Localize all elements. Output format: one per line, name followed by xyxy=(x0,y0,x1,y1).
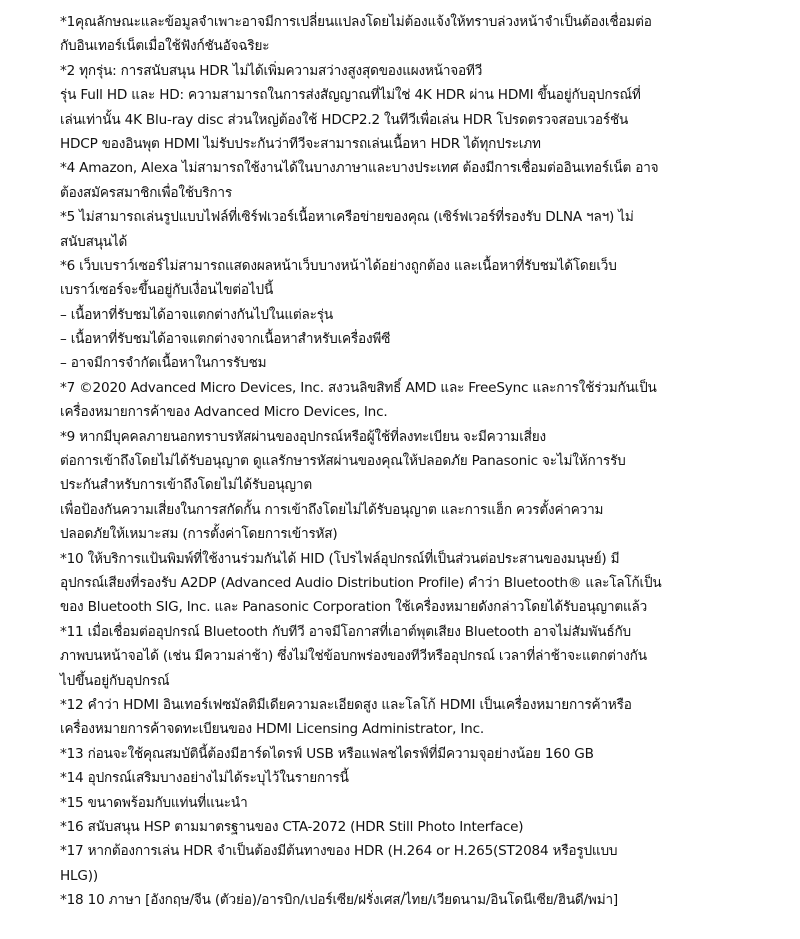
note-line: ประกันสำหรับการเข้าถึงโดยไม่ได้รับอนุญาต xyxy=(60,477,312,494)
footnotes-block xyxy=(60,10,750,912)
note-line: *1คุณลักษณะและข้อมูลจำเพาะอาจมีการเปลี่ยนแปลงโดยไม่ต้องแจ้งให้ทราบล่วงหน้าจำเป็นต้องเชื่อมต่อ xyxy=(60,14,652,30)
note-line: *14 อุปกรณ์เสริมบางอย่างไม่ได้ระบุไว้ในรายการนี้ xyxy=(60,770,349,787)
note-line: เล่นเท่านั้น 4K Blu-ray disc ส่วนใหญ่ต้องใช้ HDCP2.2 ในทีวีเพื่อเล่น HDR โปรดตรวจสอบเวอร์ชัน xyxy=(60,111,629,128)
note-line: เครื่องหมายการค้าจดทะเบียนของ HDMI Licensing Administrator, Inc. xyxy=(60,721,484,738)
note-line: *11 เมื่อเชื่อมต่ออุปกรณ์ Bluetooth กับทีวี อาจมีโอกาสที่เอาต์พุตเสียง Bluetooth อาจไม่สัมพันธ์กับ xyxy=(60,623,631,640)
note-line: เครื่องหมายการค้าของ Advanced Micro Devices, Inc. xyxy=(60,404,388,421)
note-line: – เนื้อหาที่รับชมได้อาจแตกต่างจากเนื้อหาสำหรับเครื่องพีซี xyxy=(60,331,391,348)
note-line: *17 หากต้องการเล่น HDR จำเป็นต้องมีต้นทางของ HDR (H.264 or H.265(ST2084 หรือรูปแบบ xyxy=(60,843,618,860)
note-line: ภาพบนหน้าจอได้ (เช่น มีความล่าช้า) ซึ่งไม่ใช่ข้อบกพร่องของทีวีหรืออุปกรณ์ เวลาที่ล่าช้าจะแตกต่างกัน xyxy=(60,648,647,665)
note-line: ต้องสมัครสมาชิกเพื่อใช้บริการ xyxy=(60,184,232,201)
note-line: *4 Amazon, Alexa ไม่สามารถใช้งานได้ในบางภาษาและบางประเทศ ต้องมีการเชื่อมต่ออินเทอร์เน็ต อาจ xyxy=(60,160,659,177)
note-line: *7 ©2020 Advanced Micro Devices, Inc. สงวนลิขสิทธิ์ AMD และ FreeSync และการใช้ร่วมกันเป็น xyxy=(60,379,657,396)
note-line: *10 ให้บริการแป้นพิมพ์ที่ใช้งานร่วมกันได้ HID (โปรไฟล์อุปกรณ์ที่เป็นส่วนต่อประสานของมนุษย์) มี xyxy=(60,550,620,567)
note-line: ต่อการเข้าถึงโดยไม่ได้รับอนุญาต ดูแลรักษารหัสผ่านของคุณให้ปลอดภัย Panasonic จะไม่ให้การรับ xyxy=(60,453,626,470)
note-line: *5 ไม่สามารถเล่นรูปแบบไฟล์ที่เซิร์ฟเวอร์เนื้อหาเครือข่ายของคุณ (เซิร์ฟเวอร์ที่รองรับ DLNA ฯลฯ) ไม่ xyxy=(60,209,634,226)
note-line: *15 ขนาดพร้อมกับแท่นที่แนะนำ xyxy=(60,794,248,811)
note-line: *16 สนับสนุน HSP ตามมาตรฐานของ CTA-2072 (HDR Still Photo Interface) xyxy=(60,818,524,835)
note-line: *2 ทุกรุ่น: การสนับสนุน HDR ไม่ได้เพิ่มความสว่างสูงสุดของแผงหน้าจอทีวี xyxy=(60,62,483,79)
note-line: HDCP ของอินพุต HDMI ไม่รับประกันว่าทีวีจะสามารถเล่นเนื้อหา HDR ได้ทุกประเภท xyxy=(60,135,541,152)
note-line: *13 ก่อนจะใช้คุณสมบัตินี้ต้องมีฮาร์ดไดรฟ์ USB หรือแฟลชไดรฟ์ที่มีความจุอย่างน้อย 160 GB xyxy=(60,745,594,762)
note-line: ปลอดภัยให้เหมาะสม (การตั้งค่าโดยการเข้ารหัส) xyxy=(60,526,338,543)
note-line: HLG)) xyxy=(60,867,98,884)
note-line: – เนื้อหาที่รับชมได้อาจแตกต่างกันไปในแต่ละรุ่น xyxy=(60,306,333,323)
note-line: กับอินเทอร์เน็ตเมื่อใช้ฟังก์ชันอัจฉริยะ xyxy=(60,38,270,55)
note-line: ไปขึ้นอยู่กับอุปกรณ์ xyxy=(60,672,170,689)
note-line: เบราว์เซอร์จะขึ้นอยู่กับเงื่อนไขต่อไปนี้ xyxy=(60,282,274,299)
note-line: *12 คำว่า HDMI อินเทอร์เฟซมัลติมีเดียความละเอียดสูง และโลโก้ HDMI เป็นเครื่องหมายการค้าหรือ xyxy=(60,696,632,713)
note-line: รุ่น Full HD และ HD: ความสามารถในการส่งสัญญาณที่ไม่ใช่ 4K HDR ผ่าน HDMI ขึ้นอยู่กับอุปกรณ์ที่ xyxy=(60,87,641,104)
note-line: *6 เว็บเบราว์เซอร์ไม่สามารถแสดงผลหน้าเว็บบางหน้าได้อย่างถูกต้อง และเนื้อหาที่รับชมได้โดยเว็บ xyxy=(60,257,617,274)
note-line: *9 หากมีบุคคลภายนอกทราบรหัสผ่านของอุปกรณ์หรือผู้ใช้ที่ลงทะเบียน จะมีความเสี่ยง xyxy=(60,428,546,445)
note-line: อุปกรณ์เสียงที่รองรับ A2DP (Advanced Audio Distribution Profile) คำว่า Bluetooth® และโลโก้เป็น xyxy=(60,574,662,591)
note-line: – อาจมีการจำกัดเนื้อหาในการรับชม xyxy=(60,355,267,372)
note-line: ของ Bluetooth SIG, Inc. และ Panasonic Corporation ใช้เครื่องหมายดังกล่าวโดยได้รับอนุญาตแล้ว xyxy=(60,599,648,616)
note-line: *18 10 ภาษา [อังกฤษ/จีน (ตัวย่อ)/อารบิก/เปอร์เซีย/ฝรั่งเศส/ไทย/เวียดนาม/อินโดนีเซีย/ฮินดี/พม่า] xyxy=(60,892,618,909)
note-line: เพื่อป้องกันความเสี่ยงในการสกัดกั้น การเข้าถึงโดยไม่ได้รับอนุญาต และการแฮ็ก ควรตั้งค่าความ xyxy=(60,501,604,518)
note-line: สนับสนุนได้ xyxy=(60,233,128,250)
